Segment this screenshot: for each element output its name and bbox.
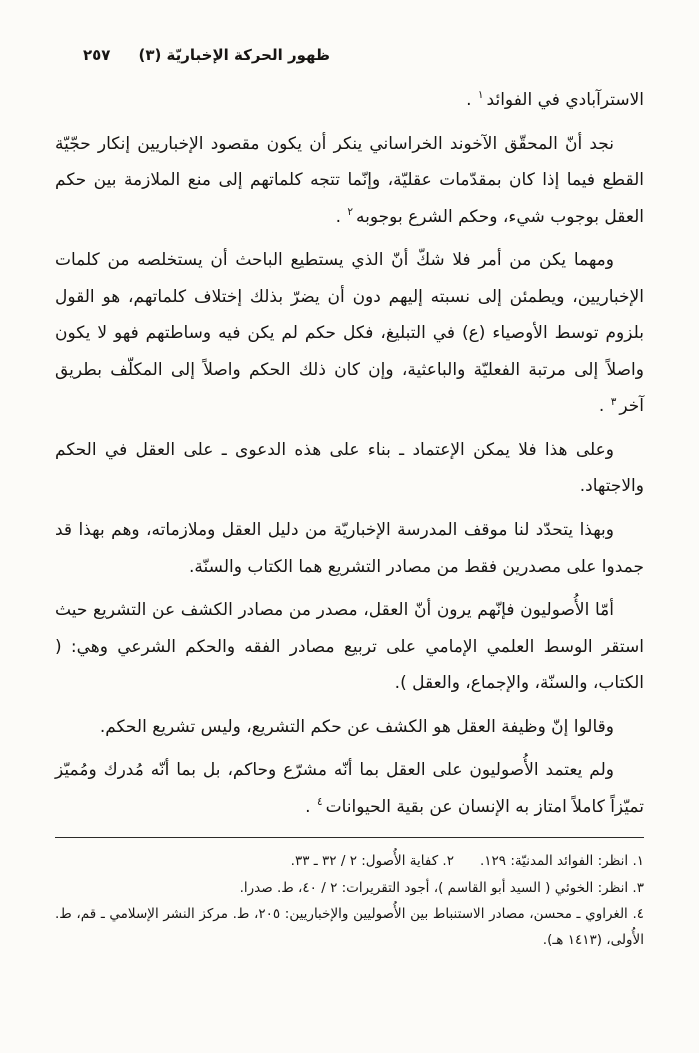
paragraph: [55, 709, 644, 746]
paragraph: [55, 592, 644, 702]
footnote-item: ٢. كفاية الأُصول: ٢ / ٣٢ ـ ٣٣.: [290, 853, 454, 870]
footnotes-section: [55, 837, 644, 953]
running-title: ظهور الحركة الإخباريّة (٣): [138, 46, 331, 64]
footnote-ref: ٤: [316, 796, 323, 809]
page-body: [55, 82, 644, 825]
footnote-item: ٣. انظر: الخوئي ( السيد أبو القاسم )، أجود التقريرات: ٢ / ٤٠، ط. صدرا.: [239, 879, 644, 896]
sentence-end: .: [598, 396, 610, 417]
paragraph-text: نجد أنّ المحقّق الآخوند الخراساني ينكر أن يكون مقصود الإخباريين إنكار حجّيّة القطع فيما إذا كان بمقدّمات عقليّة، وإنّما تتجه كلماتهم إلى منع الملازمة بين حكم العقل بوجوب شيء، وحكم الشرع بوجوبه: [55, 133, 644, 227]
paragraph-text: وقالوا إنّ وظيفة العقل هو الكشف عن حكم التشريع، وليس تشريع الحكم.: [99, 716, 614, 737]
footnote-item: ١. انظر: الفوائد المدنيّة: ١٢٩.: [480, 853, 644, 870]
footnote-ref: ٢: [347, 205, 354, 218]
paragraph: [55, 512, 644, 585]
footnote-item: ٤. الغراوي ـ محسن، مصادر الاستنباط بين الأُصوليين والإخباريين: ٢٠٥، ط. مركز النشر الإسلامي ـ قم، ط. الأُولى، (١٤١٣ هـ).: [55, 906, 644, 949]
sentence-end: .: [335, 206, 347, 227]
footnote-ref: ١: [477, 89, 484, 102]
paragraph-text: الاسترآبادي في الفوائد: [486, 90, 644, 110]
paragraph: [55, 752, 644, 825]
page-header: [55, 46, 644, 64]
paragraph-text: ومهما يكن من أمر فلا شكّ أنّ الذي يستطيع الباحث أن يستخلصه من كلمات الإخباريين، ويطمئن إلى نسبته إليهم دون أن يضرّ بذلك إختلاف كلماتهم، هو القول بلزوم توسط الأوصياء (ع) في التبليغ، فكل حكم لم يكن فيه وساطتهم فهو لا يكون واصلاً إلى مرتبة الفعليّة والباعثية، وإن كان ذلك الحكم واصلاً إلى المكلّف بطريق آخر: [55, 250, 644, 417]
sentence-end: .: [466, 90, 477, 110]
paragraph-text: ولم يعتمد الأُصوليون على العقل بما أنّه مشرّع وحاكم، بل بما أنّه مُدرك ومُميّز تميّزاً كاملاً امتاز به الإنسان عن بقية الحيوانات: [55, 760, 644, 817]
paragraph-text: وبهذا يتحدّد لنا موقف المدرسة الإخباريّة من دليل العقل وملازماته، وهم بهذا قد جمدوا على مصدرين فقط من مصادر التشريع هما الكتاب والسنّة.: [55, 520, 644, 577]
sentence-end: .: [305, 796, 316, 817]
paragraph-text: أمّا الأُصوليون فإنّهم يرون أنّ العقل، مصدر من مصادر الكشف عن التشريع حيث استقر الوسط العلمي الإمامي على تربيع مصادر الفقه والحكم الشرعي وهي: ( الكتاب، والسنّة، والإجماع، والعقل ).: [55, 600, 644, 694]
paragraph: [55, 82, 644, 119]
page-number: ٢٥٧: [83, 46, 111, 64]
paragraph: [55, 432, 644, 505]
paragraph-text: وعلى هذا فلا يمكن الإعتماد ـ بناء على هذه الدعوى ـ على العقل في الحكم والاجتهاد.: [55, 439, 644, 497]
paragraph: [55, 126, 644, 236]
footnote-ref: ٣: [610, 395, 617, 408]
paragraph: [55, 242, 644, 425]
footnote-line: [55, 848, 644, 874]
footnote-divider: [55, 837, 644, 838]
